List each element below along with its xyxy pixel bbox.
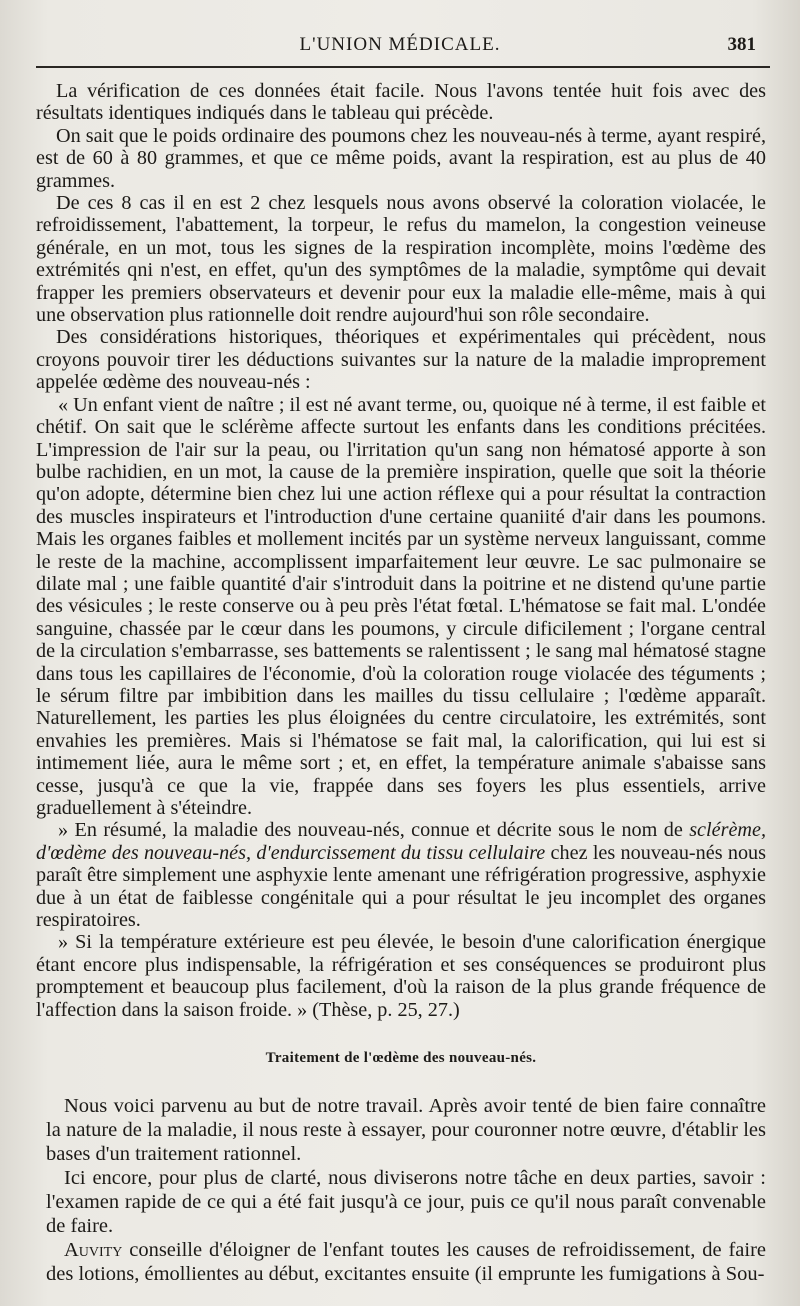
paragraph: Ici encore, pour plus de clarté, nous diviserons notre tâche en deux parties, savoir : l'examen rapide de ce qui a été fait jusqu'à ce jour, puis ce qu'il nous paraît convenable de faire. bbox=[46, 1167, 766, 1237]
author-name: Auvity bbox=[64, 1239, 123, 1261]
quoted-paragraph bbox=[36, 819, 766, 931]
paragraph bbox=[46, 1238, 766, 1286]
text-run: chez les nouveau-nés nous paraît être simplement une asphyxie lente amenant une réfrigération progressive, asphyxie due à un état de faiblesse congénitale qui a pour résultat le jeu incomplet des organes respiratoires. bbox=[36, 841, 766, 932]
running-title: L'UNION MÉDICALE. bbox=[299, 34, 501, 55]
text-run: conseille d'éloigner de l'enfant toutes les causes de refroidissement, de faire des lotions, émollientes au début, excitantes ensuite (il emprunte les fumigations à Sou- bbox=[46, 1239, 766, 1285]
paragraph: Nous voici parvenu au but de notre travail. Après avoir tenté de bien faire connaître la nature de la maladie, il nous reste à essayer, pour couronner notre œuvre, d'établir les bases d'un traitement rationnel. bbox=[46, 1095, 766, 1165]
header-rule bbox=[36, 66, 770, 68]
paragraph: De ces 8 cas il en est 2 chez lesquels nous avons observé la coloration violacée, le refroidissement, l'abattement, la torpeur, le refus du mamelon, la congestion veineuse générale, en un mot, tous les signes de la respiration incomplète, moins l'œdème des extrémités qni n'est, en effet, qu'un des symptômes de la maladie, symptôme qui devait frapper les premiers observateurs et devenir pour eux la maladie elle-même, mais à qui une observation plus rationnelle doit rendre aujourd'hui son rôle secondaire. bbox=[36, 192, 766, 327]
page-header bbox=[30, 30, 770, 64]
page-number: 381 bbox=[727, 34, 756, 55]
treatment-text bbox=[46, 1094, 766, 1286]
section-heading: Traitement de l'œdème des nouveau-nés. bbox=[265, 1050, 537, 1067]
paragraph: La vérification de ces données était facile. Nous l'avons tentée huit fois avec des résultats identiques indiqués dans le tableau qui précède. bbox=[36, 80, 766, 125]
paragraph: On sait que le poids ordinaire des poumons chez les nouveau-nés à terme, ayant respiré, est de 60 à 80 grammes, et que ce même poids, avant la respiration, est au plus de 40 grammes. bbox=[36, 124, 766, 192]
quoted-paragraph: « Un enfant vient de naître ; il est né avant terme, ou, quoique né à terme, il est faible et chétif. On sait que le sclérème affecte surtout les enfants dans les conditions précitées. L'impression de l'air sur la peau, ou l'irritation qu'un sang non hématosé apporte à son bulbe rachidien, en un mot, la cause de la première inspiration, quelle que soit la théorie qu'on adopte, détermine bien chez lui une action réflexe qui a pour résultat la contraction des muscles inspirateurs et l'introduction d'une certaine quaniité d'air dans les poumons. Mais les organes faibles et mollement incités par un système nerveux languissant, comme le reste de la machine, accomplissent imparfaitement leur œuvre. Le sac pulmonaire se dilate mal ; une faible quantité d'air s'introduit dans la poitrine et ne distend qu'une partie des vésicules ; le reste conserve ou à peu près l'état fœtal. L'hématose se fait mal. L'ondée sanguine, chassée par le cœur dans les poumons, y circule dificilement ; l'organe central de la circulation s'embarrasse, ses battements se ralentissent ; le sang mal hématosé stagne dans tous les capillaires de l'économie, d'où la coloration rouge violacée des téguments ; le sérum filtre par imbibition dans les mailles du tissu cellulaire ; l'œdème apparaît. Naturellement, les parties les plus éloignées du centre circulatoire, les extrémités, sont envahies les premières. Mais si l'hématose se fait mal, la calorification, qui lui est si intimement liée, aura le même sort ; et, en effet, la température animale s'abaisse sans cesse, jusqu'à ce que la vie, frappée dans ses foyers les plus essentiels, arrive graduellement à s'éteindre. bbox=[36, 393, 766, 819]
text-run: » En résumé, la maladie des nouveau-nés, connue et décrite sous le nom de bbox=[58, 819, 690, 842]
italic-terms: sclérème, d'œdème des nouveau-nés, d'endurcissement du tissu cellulaire bbox=[36, 819, 766, 864]
quoted-paragraph: » Si la température extérieure est peu élevée, le besoin d'une calorification énergique étant encore plus indispensable, la réfrigération et ses conséquences se produiront plus promptement et beaucoup plus facilement, d'où la raison de la plus grande fréquence de l'affection dans la saison froide. » (Thèse, p. 25, 27.) bbox=[36, 931, 766, 1021]
paragraph: Des considérations historiques, théoriques et expérimentales qui précèdent, nous croyons pouvoir tirer les déductions suivantes sur la nature de la maladie improprement appelée œdème des nouveau-nés : bbox=[36, 326, 766, 394]
main-text bbox=[36, 80, 766, 1087]
